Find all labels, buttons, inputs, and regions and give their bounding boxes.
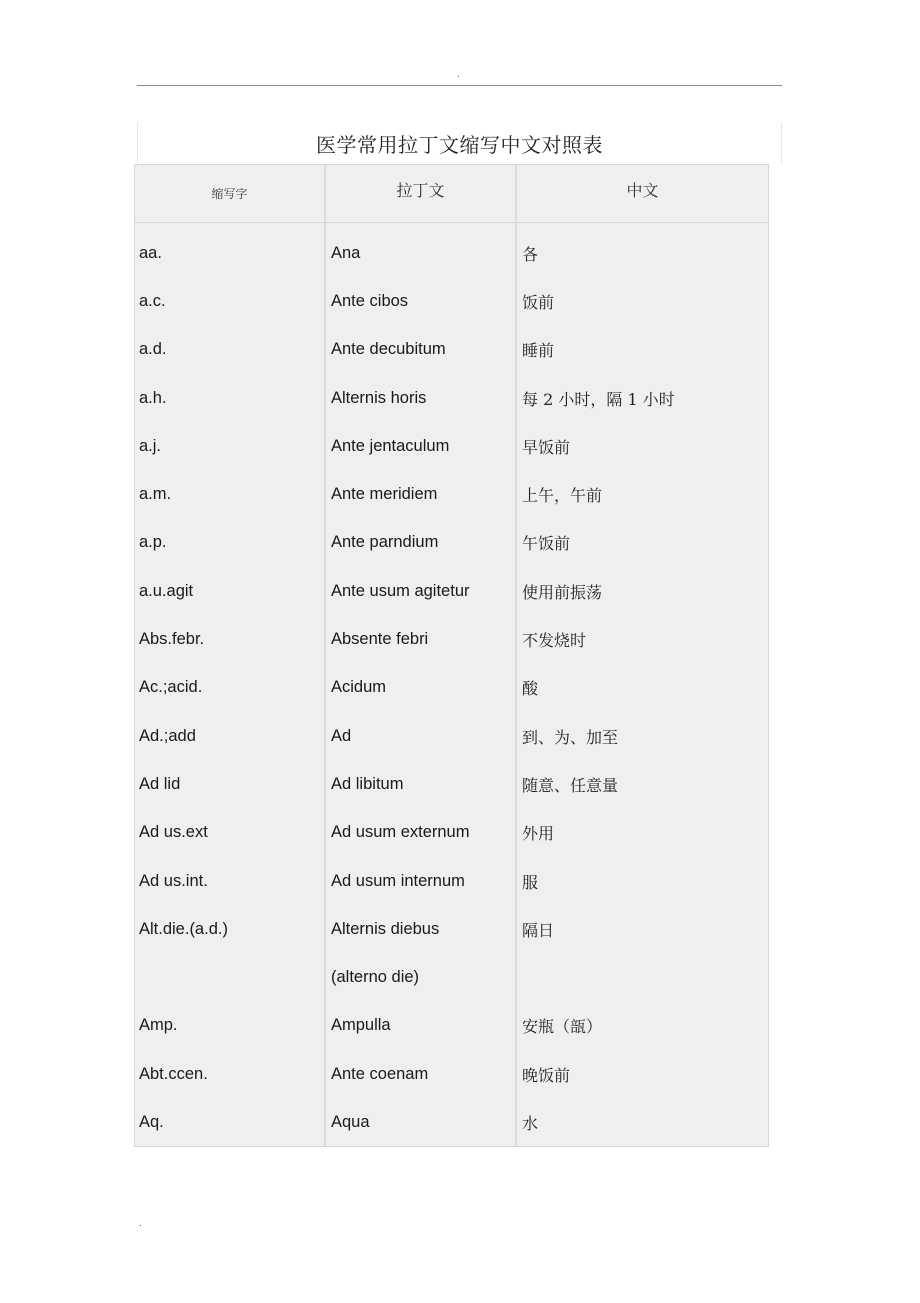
header-dot: . xyxy=(457,69,460,80)
table-row xyxy=(135,905,768,953)
header-latin: 拉丁文 xyxy=(396,181,445,200)
chinese-cell: 午饭前 xyxy=(522,534,571,554)
latin-cell: Acidum xyxy=(331,678,387,697)
chinese-cell: 使用前振荡 xyxy=(522,582,603,602)
abbreviation-cell: a.m. xyxy=(139,485,172,504)
abbreviation-cell: a.p. xyxy=(139,533,167,552)
abbreviation-cell: Aq. xyxy=(139,1112,164,1131)
latin-cell: Alternis diebus xyxy=(331,919,440,938)
chinese-cell: 水 xyxy=(522,1113,539,1133)
table-row xyxy=(135,664,768,712)
latin-cell: Ana xyxy=(331,243,361,262)
abbreviation-cell: Abs.febr. xyxy=(139,630,205,649)
table-row xyxy=(135,712,768,760)
abbreviation-cell: Alt.die.(a.d.) xyxy=(139,919,228,938)
table-row xyxy=(135,326,768,374)
table-row xyxy=(135,519,768,567)
header-chinese: 中文 xyxy=(626,181,659,200)
abbreviation-cell: Abt.ccen. xyxy=(139,1064,208,1083)
header-abbreviation: 缩写字 xyxy=(211,187,248,201)
abbreviation-cell: Ac.;acid. xyxy=(139,678,203,697)
abbreviation-cell: a.j. xyxy=(139,436,162,455)
latin-cell: (alterno die) xyxy=(331,968,420,987)
latin-cell: Ante usum agitetur xyxy=(331,581,470,600)
document-title: 医学常用拉丁文缩写中文对照表 xyxy=(316,132,603,157)
chinese-cell: 酸 xyxy=(522,679,539,699)
latin-cell: Ad usum externum xyxy=(331,823,470,842)
chinese-cell: 到、为、加至 xyxy=(522,727,619,747)
abbreviation-cell: Ad lid xyxy=(139,774,181,793)
table-row xyxy=(135,1098,768,1146)
chinese-cell: 服 xyxy=(522,872,539,892)
abbreviation-cell: a.u.agit xyxy=(139,581,194,600)
abbreviation-cell: a.h. xyxy=(139,388,167,407)
latin-cell: Ampulla xyxy=(331,1016,391,1035)
chinese-cell: 睡前 xyxy=(522,341,555,361)
footer-dot: . xyxy=(139,1218,142,1229)
abbreviation-cell: aa. xyxy=(139,243,162,262)
latin-cell: Ad libitum xyxy=(331,774,404,793)
latin-cell: Ante coenam xyxy=(331,1064,429,1083)
abbreviation-cell: Amp. xyxy=(139,1016,178,1035)
abbreviation-cell: Ad us.int. xyxy=(139,871,208,890)
table-row xyxy=(135,374,768,422)
latin-cell: Ad usum internum xyxy=(331,871,465,890)
table-row xyxy=(135,1002,768,1050)
latin-cell: Ante decubitum xyxy=(331,340,446,359)
latin-cell: Absente febri xyxy=(331,630,429,649)
latin-cell: Ante meridiem xyxy=(331,485,438,504)
table-header-row xyxy=(135,165,768,223)
table-row xyxy=(135,809,768,857)
chinese-cell: 外用 xyxy=(522,824,555,844)
chinese-cell: 晚饭前 xyxy=(522,1065,571,1085)
table-row xyxy=(135,857,768,905)
chinese-cell: 不发烧时 xyxy=(522,631,587,651)
header-rule xyxy=(137,85,782,86)
table-row xyxy=(135,615,768,663)
latin-cell: Alternis horis xyxy=(331,388,427,407)
abbreviation-cell: Ad.;add xyxy=(139,726,196,745)
latin-cell: Ad xyxy=(331,726,352,745)
abbreviation-cell: a.c. xyxy=(139,291,166,310)
chinese-cell: 每 2 小时，隔 1 小时 xyxy=(522,389,675,409)
chinese-cell: 早饭前 xyxy=(522,437,571,457)
table-row xyxy=(135,1050,768,1098)
table-row xyxy=(135,229,768,277)
table-row xyxy=(135,953,768,1001)
chinese-cell: 上午，午前 xyxy=(522,486,603,506)
table-body xyxy=(135,229,768,1147)
table-row xyxy=(135,760,768,808)
table-row xyxy=(135,277,768,325)
title-box xyxy=(137,122,782,164)
latin-cell: Ante jentaculum xyxy=(331,436,450,455)
table-row xyxy=(135,470,768,518)
chinese-cell: 各 xyxy=(522,244,539,264)
chinese-cell: 随意、任意量 xyxy=(522,775,619,795)
table-row xyxy=(135,567,768,615)
abbreviation-cell: Ad us.ext xyxy=(139,823,208,842)
abbreviation-cell: a.d. xyxy=(139,340,167,359)
latin-cell: Aqua xyxy=(331,1112,370,1131)
chinese-cell: 隔日 xyxy=(522,920,555,940)
chinese-cell: 饭前 xyxy=(522,292,555,312)
latin-cell: Ante parndium xyxy=(331,533,439,552)
latin-cell: Ante cibos xyxy=(331,291,409,310)
abbreviation-table xyxy=(134,164,769,1147)
table-row xyxy=(135,422,768,470)
chinese-cell: 安瓶（瓿） xyxy=(522,1017,603,1037)
